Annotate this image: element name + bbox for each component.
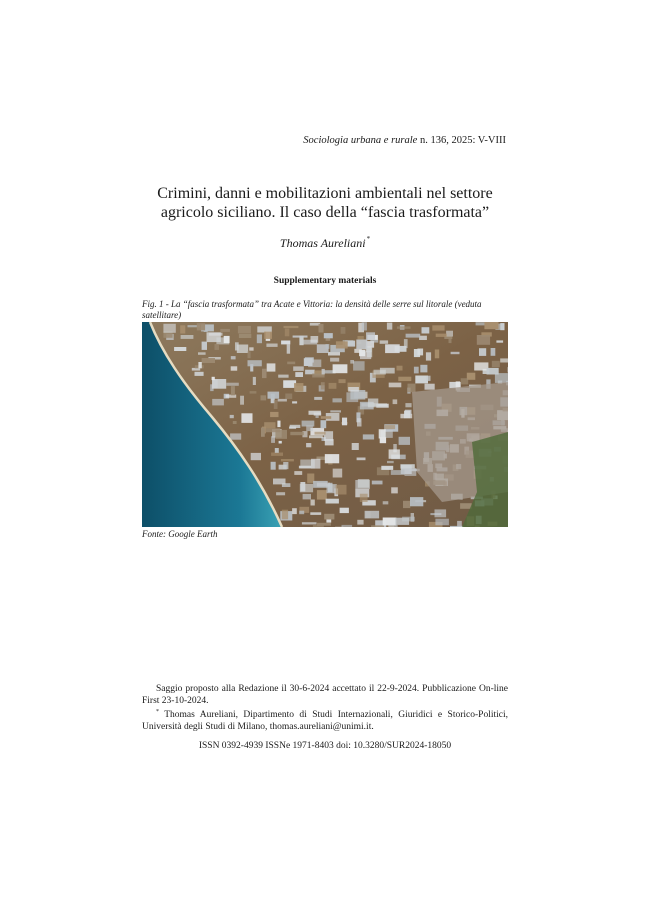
greenhouse-patch [300,482,305,491]
submission-note: Saggio proposto alla Redazione il 30-6-2024 accettato il 22-9-2024. Pubblicazione On-line First 23-10-2024. [142,684,508,706]
greenhouse-patch [400,464,414,468]
greenhouse-patch [363,434,374,439]
greenhouse-patch [302,522,317,524]
greenhouse-patch [271,453,283,456]
article-title [142,184,508,222]
greenhouse-patch [422,327,430,333]
greenhouse-patch [308,360,321,368]
greenhouse-patch [309,411,321,415]
greenhouse-patch [326,344,330,349]
greenhouse-patch [457,521,462,527]
greenhouse-patch [358,336,364,339]
greenhouse-patch [257,334,262,343]
greenhouse-patch [220,329,230,332]
greenhouse-patch [279,441,282,444]
greenhouse-patch [202,358,215,363]
greenhouse-patch [282,510,288,520]
greenhouse-patch [372,481,383,485]
greenhouse-patch [292,401,297,403]
greenhouse-patch [209,333,223,336]
journal-citation [303,135,506,146]
greenhouse-patch [460,503,472,509]
greenhouse-patch [328,352,340,356]
greenhouse-patch [436,334,447,337]
greenhouse-patch [277,421,280,428]
greenhouse-patch [357,418,362,426]
greenhouse-patch [365,511,380,519]
greenhouse-patch [352,443,359,450]
greenhouse-patch [261,395,267,400]
greenhouse-patch [354,349,362,353]
greenhouse-patch [398,377,411,381]
greenhouse-patch [285,329,290,337]
greenhouse-patch [233,421,237,424]
greenhouse-patch [181,335,194,339]
greenhouse-patch [238,326,251,334]
greenhouse-patch [461,378,469,384]
greenhouse-patch [340,508,349,513]
greenhouse-patch [266,428,280,432]
greenhouse-patch [299,511,304,515]
greenhouse-patch [410,497,423,506]
greenhouse-patch [403,501,410,508]
greenhouse-patch [226,383,239,386]
greenhouse-patch [212,399,224,406]
greenhouse-patch [239,334,251,338]
affiliation-mark: * [156,709,159,715]
greenhouse-patch [374,370,386,375]
greenhouse-patch [414,367,419,374]
greenhouse-patch [387,461,394,463]
greenhouse-patch [180,325,185,333]
greenhouse-patch [248,351,251,358]
greenhouse-patch [290,432,304,435]
greenhouse-patch [285,394,292,400]
affiliation-note [142,707,508,733]
greenhouse-patch [385,344,400,353]
title-line-1: Crimini, danni e mobilitazioni ambientali nel settore [157,185,493,202]
greenhouse-patch [330,358,339,362]
greenhouse-patch [324,514,334,520]
greenhouse-patch [362,322,367,330]
greenhouse-patch [325,439,334,445]
greenhouse-patch [389,449,400,458]
greenhouse-patch [474,362,488,370]
greenhouse-patch [329,383,337,389]
greenhouse-patch [432,325,444,330]
greenhouse-patch [406,334,421,338]
greenhouse-patch [262,369,267,378]
greenhouse-patch [322,369,325,375]
greenhouse-patch [249,347,253,350]
greenhouse-patch [303,494,311,500]
greenhouse-patch [163,324,175,333]
issn-doi-line: ISSN 0392-4939 ISSNe 1971-8403 doi: 10.3280/SUR2024-18050 [198,741,452,751]
greenhouse-patch [212,379,226,389]
greenhouse-patch [397,326,411,328]
greenhouse-patch [449,339,452,344]
greenhouse-patch [383,501,389,504]
greenhouse-patch [356,340,367,350]
greenhouse-patch [198,362,201,368]
greenhouse-patch [316,415,319,419]
greenhouse-patch [425,384,435,390]
greenhouse-patch [324,333,333,338]
greenhouse-patch [290,425,301,428]
greenhouse-patch [270,412,278,417]
title-line-2: agricolo siciliano. Il caso della “fascia trasformata” [160,204,490,221]
greenhouse-patch [336,341,348,348]
greenhouse-patch [275,448,279,453]
greenhouse-patch [368,399,378,408]
author-footnote-mark: * [366,235,371,243]
author-name: Thomas Aureliani [279,236,366,250]
greenhouse-patch [389,383,402,388]
greenhouse-patch [435,519,449,526]
greenhouse-patch [325,454,339,463]
greenhouse-patch [395,518,409,525]
greenhouse-patch [321,420,327,428]
greenhouse-patch [310,512,321,515]
greenhouse-patch [353,361,365,370]
affiliation-text: Thomas Aureliani, Dipartimento di Studi Internazionali, Giuridici e Storico-Politici, Università degli Studi di Milano, thomas.aureliani@unimi.it. [142,710,508,732]
greenhouse-patch [284,326,299,328]
greenhouse-patch [367,348,372,358]
greenhouse-patch [174,347,186,351]
greenhouse-patch [435,509,447,517]
greenhouse-patch [336,485,347,495]
greenhouse-patch [391,470,405,475]
greenhouse-patch [330,410,341,412]
greenhouse-patch [235,342,239,350]
greenhouse-patch [435,350,439,359]
greenhouse-patch [261,428,265,437]
greenhouse-patch [380,340,389,343]
issue-info: n. 136, 2025: V-VIII [419,135,506,146]
greenhouse-patch [333,364,348,373]
greenhouse-patch [231,366,238,370]
greenhouse-patch [292,508,297,514]
greenhouse-patch [405,403,411,407]
greenhouse-patch [253,377,256,385]
greenhouse-patch [293,366,304,371]
greenhouse-patch [342,418,347,426]
greenhouse-patch [278,375,288,378]
greenhouse-patch [397,366,403,371]
greenhouse-patch [391,487,398,493]
greenhouse-patch [281,459,294,461]
greenhouse-patch [281,341,290,345]
greenhouse-patch [317,490,327,500]
greenhouse-patch [264,422,275,428]
greenhouse-patch [477,335,490,345]
greenhouse-patch [360,494,368,502]
greenhouse-patch [317,483,330,487]
greenhouse-patch [379,429,386,438]
greenhouse-patch [383,518,397,526]
greenhouse-patch [248,360,262,366]
supplementary-heading: Supplementary materials [273,276,377,286]
greenhouse-patch [273,479,286,485]
greenhouse-patch [293,336,308,338]
greenhouse-patch [321,382,325,389]
greenhouse-patch [358,479,370,488]
greenhouse-patch [389,525,398,527]
greenhouse-patch [417,349,423,356]
greenhouse-patch [197,323,205,330]
greenhouse-patch [399,437,410,445]
satellite-map-image [142,322,508,527]
greenhouse-patch [321,416,331,419]
greenhouse-patch [476,322,486,325]
greenhouse-patch [257,326,272,332]
greenhouse-patch [294,383,303,392]
greenhouse-patch [266,344,277,347]
greenhouse-patch [215,344,220,350]
greenhouse-patch [404,339,408,348]
greenhouse-patch [295,372,303,377]
greenhouse-patch [212,377,215,380]
greenhouse-patch [348,387,359,392]
greenhouse-patch [357,458,366,461]
journal-name: Sociologia urbana e rurale [303,135,418,146]
greenhouse-patch [446,331,453,337]
greenhouse-patch [224,336,230,343]
greenhouse-patch [339,379,346,383]
greenhouse-patch [264,332,272,339]
greenhouse-patch [495,373,508,383]
greenhouse-patch [366,332,375,339]
greenhouse-patch [294,471,302,475]
greenhouse-patch [283,462,288,469]
greenhouse-patch [287,362,295,365]
author-line [142,235,508,251]
greenhouse-patch [500,358,508,362]
greenhouse-patch [491,348,496,356]
greenhouse-patch [415,376,428,384]
greenhouse-patch [342,525,353,527]
greenhouse-patch [496,340,503,342]
greenhouse-patch [487,368,499,375]
greenhouse-patch [271,462,276,470]
greenhouse-patch [380,437,386,443]
greenhouse-patch [484,322,498,329]
greenhouse-patch [333,469,343,478]
greenhouse-patch [230,433,241,439]
greenhouse-patch [195,372,204,376]
greenhouse-patch [419,336,427,340]
footnotes [142,684,508,733]
greenhouse-patch [250,391,257,394]
greenhouse-patch [333,398,342,402]
greenhouse-patch [507,367,508,372]
greenhouse-patch [381,466,393,470]
greenhouse-patch [267,363,276,371]
greenhouse-patch [311,336,319,343]
greenhouse-patch [426,376,430,381]
greenhouse-patch [385,425,395,429]
greenhouse-patch [317,523,331,526]
greenhouse-patch [350,360,354,364]
greenhouse-patch [287,344,290,353]
greenhouse-patch [408,384,416,393]
figure-source: Fonte: Google Earth [142,529,218,539]
greenhouse-patch [426,352,431,360]
greenhouse-patch [230,415,234,418]
greenhouse-patch [299,466,311,469]
greenhouse-patch [306,443,311,447]
greenhouse-patch [309,435,323,438]
greenhouse-patch [451,352,460,354]
greenhouse-patch [371,525,384,527]
greenhouse-patch [404,411,410,419]
greenhouse-patch [241,413,252,423]
greenhouse-patch [357,520,363,525]
greenhouse-patch [278,399,287,402]
greenhouse-patch [492,361,500,367]
greenhouse-patch [271,436,275,443]
greenhouse-patch [311,500,315,506]
greenhouse-patch [268,392,280,399]
greenhouse-patch [311,459,320,469]
greenhouse-patch [231,356,236,359]
greenhouse-patch [420,365,427,373]
greenhouse-patch [274,400,278,409]
greenhouse-patch [251,453,261,460]
greenhouse-patch [393,399,398,404]
greenhouse-patch [202,342,207,350]
greenhouse-patch [319,324,324,333]
greenhouse-patch [302,421,315,427]
greenhouse-patch [346,392,358,402]
greenhouse-patch [341,327,346,334]
greenhouse-patch [326,499,339,504]
figure-caption: Fig. 1 - La “fascia trasformata” tra Acate e Vittoria: la densità delle serre sul litorale (veduta satellitare) [142,299,482,320]
greenhouse-patch [387,323,392,330]
greenhouse-patch [276,492,285,495]
greenhouse-patch [315,432,326,435]
greenhouse-patch [405,468,417,476]
greenhouse-patch [231,386,235,395]
greenhouse-patch [314,397,322,400]
greenhouse-patch [198,352,206,355]
greenhouse-patch [240,396,244,405]
greenhouse-patch [479,348,486,356]
